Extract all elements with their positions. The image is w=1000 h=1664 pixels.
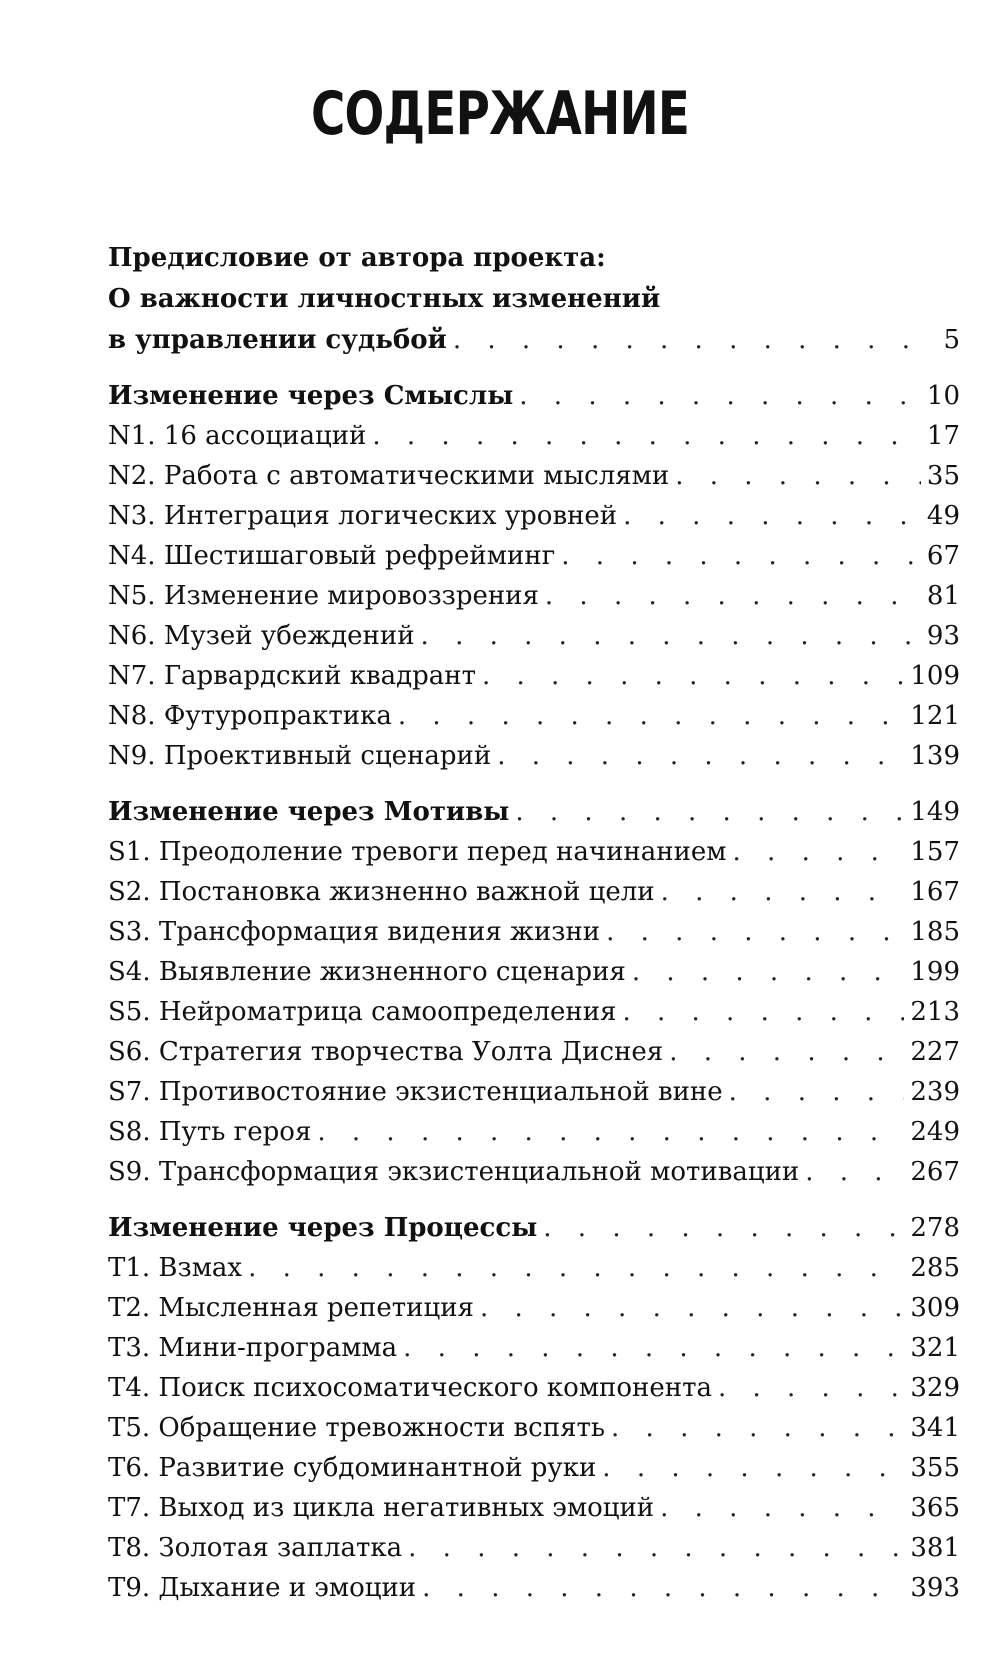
- entry-label: S5. Нейроматрица самоопределения: [108, 997, 617, 1027]
- dot-leader: [545, 576, 921, 616]
- toc-entry[interactable]: [108, 832, 960, 872]
- toc-entry[interactable]: [108, 496, 960, 536]
- entry-page-number: 199: [910, 957, 960, 987]
- entry-page-number: 355: [910, 1453, 960, 1483]
- entry-label: N7. Гарвардский квадрант: [108, 661, 476, 691]
- toc-entry[interactable]: [108, 656, 960, 696]
- entry-page-number: 49: [926, 501, 960, 531]
- entry-page-number: 81: [926, 581, 960, 611]
- entry-label: S2. Постановка жизненно важной цели: [108, 877, 655, 907]
- toc-entry[interactable]: [108, 952, 960, 992]
- dot-leader: [515, 792, 904, 832]
- entry-page-number: 285: [910, 1253, 960, 1283]
- entry-label: N1. 16 ассоциаций: [108, 421, 367, 451]
- toc-entry[interactable]: [108, 1368, 960, 1408]
- entry-label: N9. Проективный сценарий: [108, 741, 492, 771]
- preface-title-line: Предисловие от автора проекта:: [108, 243, 606, 273]
- entry-page-number: 35: [926, 461, 960, 491]
- entry-page-number: 321: [910, 1333, 960, 1363]
- preface-entry-label: в управлении судьбой: [108, 325, 447, 355]
- dot-leader: [561, 536, 921, 576]
- toc-entry[interactable]: [108, 1248, 960, 1288]
- entry-page-number: 139: [910, 741, 960, 771]
- entry-label: T8. Золотая заплатка: [108, 1533, 403, 1563]
- entry-page-number: 329: [910, 1373, 960, 1403]
- dot-leader: [632, 952, 905, 992]
- toc-entry[interactable]: [108, 456, 960, 496]
- toc-entry[interactable]: [108, 736, 960, 776]
- entry-label: S9. Трансформация экзистенциальной мотивации: [108, 1157, 800, 1187]
- dot-leader: [611, 1408, 904, 1448]
- dot-leader: [482, 656, 904, 696]
- toc-entry[interactable]: [108, 1448, 960, 1488]
- toc-section-heading[interactable]: [108, 1208, 960, 1248]
- dot-leader: [718, 1368, 904, 1408]
- entry-label: N8. Футуропрактика: [108, 701, 392, 731]
- dot-leader: [602, 1448, 904, 1488]
- entry-page-number: 213: [910, 997, 960, 1027]
- toc-section-heading[interactable]: [108, 376, 960, 416]
- dot-leader: [497, 736, 904, 776]
- section-label: Изменение через Мотивы: [108, 797, 510, 827]
- entry-label: S3. Трансформация видения жизни: [108, 917, 601, 947]
- dot-leader: [372, 416, 921, 456]
- entry-page-number: 93: [926, 621, 960, 651]
- entry-label: S1. Преодоление тревоги перед начинанием: [108, 837, 727, 867]
- entry-page-number: 227: [910, 1037, 960, 1067]
- toc-entry[interactable]: [108, 1288, 960, 1328]
- entry-page-number: 309: [910, 1293, 960, 1323]
- entry-page-number: 67: [926, 541, 960, 571]
- dot-leader: [543, 1208, 904, 1248]
- toc-entry[interactable]: [108, 1488, 960, 1528]
- preface-page-number: 5: [943, 325, 960, 355]
- entry-label: S4. Выявление жизненного сценария: [108, 957, 626, 987]
- entry-page-number: 249: [910, 1117, 960, 1147]
- toc-entry[interactable]: [108, 1112, 960, 1152]
- toc-entry[interactable]: [108, 1328, 960, 1368]
- dot-leader: [661, 872, 905, 912]
- section-page-number: 278: [910, 1213, 960, 1243]
- entry-page-number: 239: [910, 1077, 960, 1107]
- toc-entry[interactable]: [108, 536, 960, 576]
- entry-page-number: 185: [910, 917, 960, 947]
- entry-label: T7. Выход из цикла негативных эмоций: [108, 1493, 655, 1523]
- toc-entry[interactable]: [108, 872, 960, 912]
- toc-entry[interactable]: [108, 416, 960, 456]
- entry-page-number: 267: [910, 1157, 960, 1187]
- entry-label: N2. Работа с автоматическими мыслями: [108, 461, 670, 491]
- entry-label: T9. Дыхание и эмоции: [108, 1573, 417, 1603]
- entry-page-number: 393: [910, 1573, 960, 1603]
- dot-leader: [805, 1152, 904, 1192]
- entry-label: N4. Шестишаговый рефрейминг: [108, 541, 556, 571]
- dot-leader: [403, 1328, 904, 1368]
- toc-entry[interactable]: [108, 992, 960, 1032]
- toc-entry[interactable]: [108, 1152, 960, 1192]
- toc-entry[interactable]: [108, 1032, 960, 1072]
- toc-entry[interactable]: [108, 616, 960, 656]
- preface-title-line: О важности личностных изменений: [108, 284, 661, 314]
- sections-container: [108, 376, 960, 1608]
- preface-entry[interactable]: [108, 320, 960, 360]
- section-page-number: 10: [926, 381, 960, 411]
- entry-label: N5. Изменение мировоззрения: [108, 581, 539, 611]
- dot-leader: [453, 320, 938, 360]
- entry-page-number: 17: [926, 421, 960, 451]
- toc-entry[interactable]: [108, 696, 960, 736]
- dot-leader: [622, 992, 904, 1032]
- entry-label: N3. Интеграция логических уровней: [108, 501, 618, 531]
- entry-page-number: 381: [910, 1533, 960, 1563]
- dot-leader: [675, 456, 921, 496]
- entry-page-number: 109: [910, 661, 960, 691]
- toc-entry[interactable]: [108, 1072, 960, 1112]
- dot-leader: [519, 376, 921, 416]
- entry-label: S6. Стратегия творчества Уолта Диснея: [108, 1037, 664, 1067]
- dot-leader: [422, 1568, 904, 1608]
- entry-label: T2. Мысленная репетиция: [108, 1293, 474, 1323]
- entry-label: T6. Развитие субдоминантной руки: [108, 1453, 597, 1483]
- entry-page-number: 341: [910, 1413, 960, 1443]
- toc-entry[interactable]: [108, 1568, 960, 1608]
- entry-label: T5. Обращение тревожности вспять: [108, 1413, 606, 1443]
- section-label: Изменение через Процессы: [108, 1213, 538, 1243]
- dot-leader: [421, 616, 921, 656]
- entry-page-number: 121: [910, 701, 960, 731]
- toc-entry[interactable]: [108, 1408, 960, 1448]
- toc-section-heading[interactable]: [108, 792, 960, 832]
- dot-leader: [248, 1248, 904, 1288]
- dot-leader: [623, 496, 921, 536]
- page-title: СОДЕРЖАНИЕ: [310, 79, 690, 149]
- dot-leader: [398, 696, 904, 736]
- entry-label: T4. Поиск психосоматического компонента: [108, 1373, 712, 1403]
- entry-label: T1. Взмах: [108, 1253, 243, 1283]
- dot-leader: [729, 1072, 905, 1112]
- table-of-contents: [108, 238, 960, 1608]
- dot-leader: [480, 1288, 904, 1328]
- entry-label: T3. Мини-программа: [108, 1333, 398, 1363]
- dot-leader: [660, 1488, 904, 1528]
- entry-label: N6. Музей убеждений: [108, 621, 415, 651]
- entry-page-number: 167: [910, 877, 960, 907]
- section-page-number: 149: [910, 797, 960, 827]
- dot-leader: [733, 832, 905, 872]
- dot-leader: [408, 1528, 904, 1568]
- toc-entry[interactable]: [108, 1528, 960, 1568]
- toc-entry[interactable]: [108, 576, 960, 616]
- entry-label: S8. Путь героя: [108, 1117, 312, 1147]
- entry-label: S7. Противостояние экзистенциальной вине: [108, 1077, 723, 1107]
- dot-leader: [669, 1032, 904, 1072]
- entry-page-number: 365: [910, 1493, 960, 1523]
- section-label: Изменение через Смыслы: [108, 381, 514, 411]
- dot-leader: [606, 912, 904, 952]
- dot-leader: [317, 1112, 904, 1152]
- toc-entry[interactable]: [108, 912, 960, 952]
- entry-page-number: 157: [910, 837, 960, 867]
